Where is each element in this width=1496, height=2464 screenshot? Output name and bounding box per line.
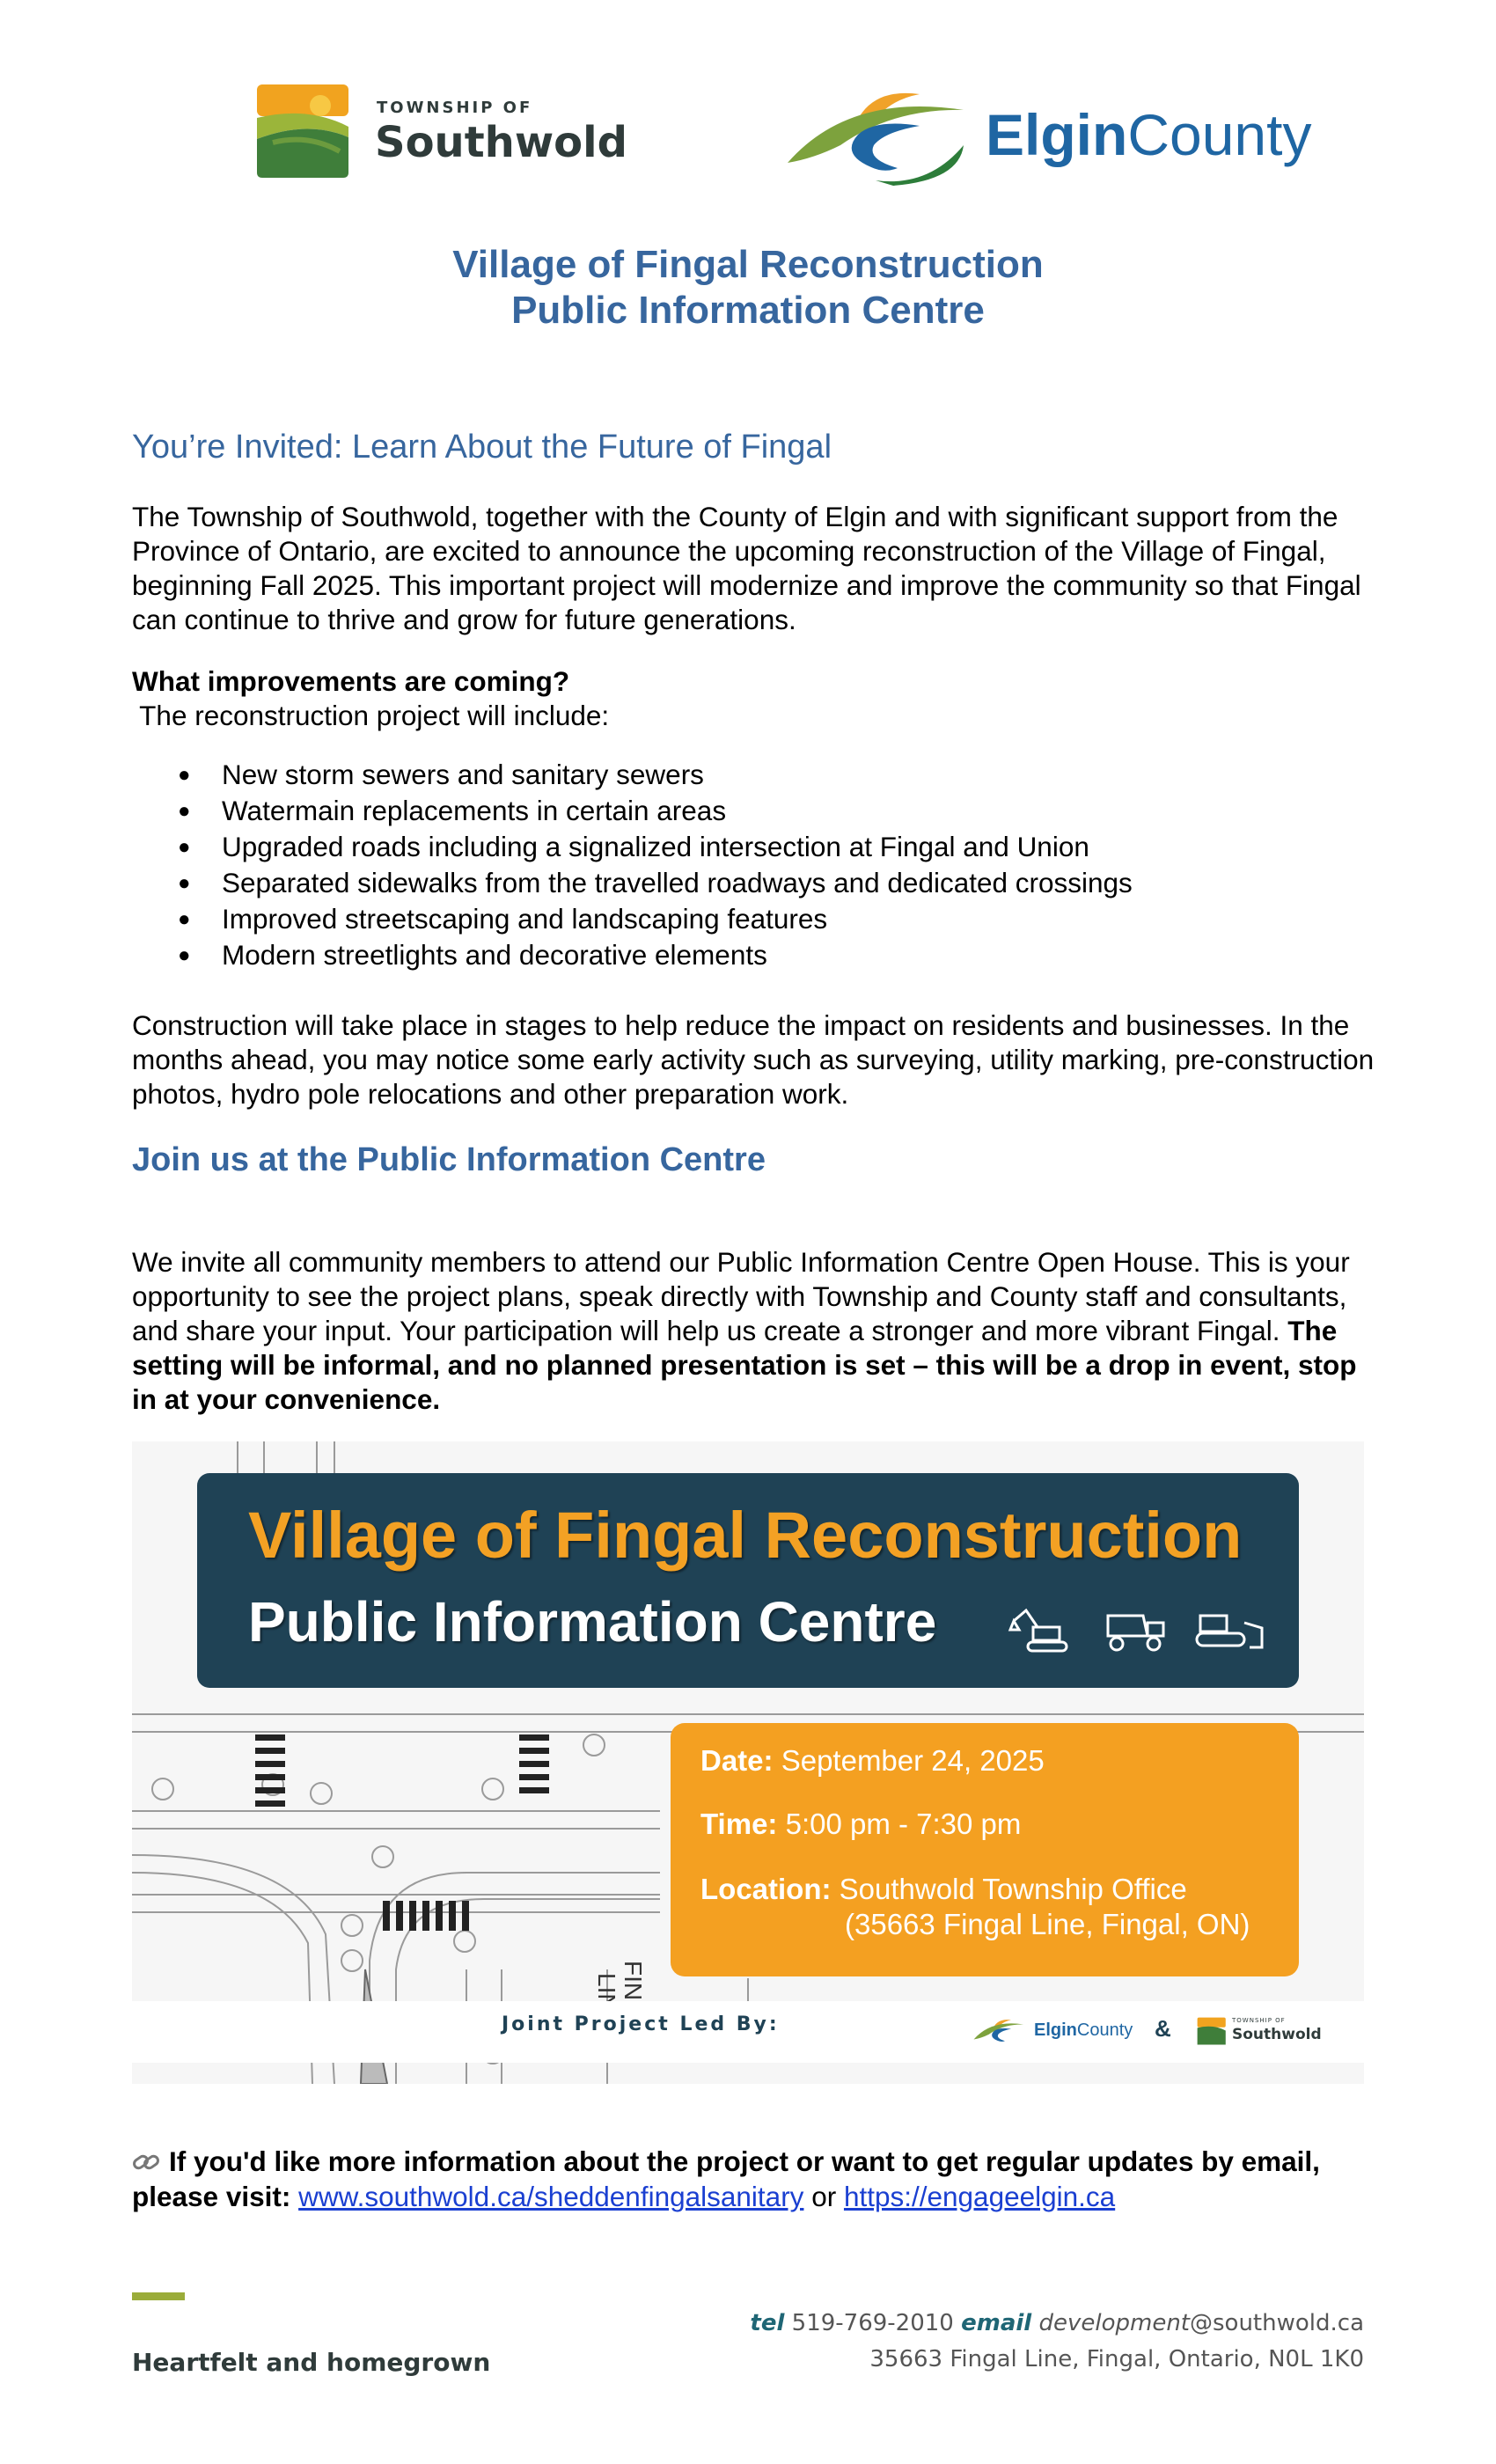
event-time-label: Time: [700, 1808, 778, 1840]
list-item [132, 901, 1364, 937]
footer-address: 35663 Fingal Line, Fingal, Ontario, N0L 1K0 [869, 2346, 1364, 2372]
footer-slogan: Heartfelt and homegrown [132, 2348, 491, 2377]
list-item [132, 757, 1364, 793]
list-item [132, 865, 1364, 901]
elgin-county-small-swoosh-icon [972, 2017, 1029, 2047]
banner-subtitle: Public Information Centre [248, 1590, 937, 1654]
list-item [132, 829, 1364, 865]
southwold-logo-name: Southwold [375, 118, 627, 167]
elgin-logo-part1: Elgin [986, 102, 1128, 167]
engage-elgin-link[interactable]: https://engageelgin.ca [843, 2181, 1116, 2212]
document-title-line2: Public Information Centre [511, 289, 985, 332]
joint-project-label: Joint Project Led By: [502, 2013, 780, 2035]
email-local: development [1031, 2310, 1190, 2336]
southwold-logo-mark-icon [255, 84, 352, 178]
link-icon [132, 2151, 160, 2174]
tel-value: 519-769-2010 [784, 2310, 962, 2336]
bullet-icon: ● [178, 835, 191, 859]
improvement-text: Upgraded roads including a signalized intersection at Fingal and Union [222, 831, 1089, 862]
invite-bold-text: The setting will be informal, and no planned presentation is set – this will be a drop in event, stop in at your convenience. [132, 1315, 1357, 1415]
improvement-text: Improved streetscaping and landscaping features [222, 903, 828, 935]
email-label: email [961, 2310, 1032, 2336]
bullet-icon: ● [178, 871, 191, 895]
more-info-paragraph [132, 2144, 1382, 2214]
southwold-small-mark-icon [1197, 2017, 1227, 2047]
banner-title-box [197, 1473, 1299, 1688]
event-location-value: Southwold Township Office [831, 1873, 1187, 1905]
dump-truck-icon [1099, 1605, 1170, 1658]
elgin-county-logo-text [986, 101, 1311, 168]
event-date-value: September 24, 2025 [773, 1744, 1045, 1777]
bullet-icon: ● [178, 799, 191, 823]
or-text: or [803, 2181, 844, 2212]
invited-heading: You’re Invited: Learn About the Future of Fingal [132, 429, 832, 466]
improvement-text: Separated sidewalks from the travelled roadways and dedicated crossings [222, 867, 1133, 898]
bullet-icon: ● [178, 943, 191, 967]
event-location-label: Location: [700, 1873, 832, 1905]
event-time-value: 5:00 pm - 7:30 pm [777, 1808, 1022, 1840]
banner-title: Village of Fingal Reconstruction [248, 1499, 1243, 1572]
elgin-county-swoosh-icon [788, 84, 977, 189]
list-item [132, 937, 1364, 973]
elgin-small-part1: Elgin [1034, 2020, 1077, 2040]
improvement-text: New storm sewers and sanitary sewers [222, 759, 704, 790]
elgin-small-part2: County [1076, 2020, 1133, 2040]
join-heading: Join us at the Public Information Centre [132, 1141, 766, 1178]
more-info-text: If you'd like more information about the project or want to get regular updates by email, please visit: [132, 2145, 1320, 2212]
invite-paragraph [132, 1245, 1382, 1417]
footer-contact [750, 2310, 1364, 2336]
event-date-label: Date: [700, 1744, 774, 1777]
ampersand: & [1155, 2015, 1171, 2042]
southwold-project-link[interactable]: www.southwold.ca/sheddenfingalsanitary [298, 2181, 804, 2212]
event-time [700, 1808, 1021, 1841]
email-domain: @southwold.ca [1190, 2310, 1364, 2336]
bullet-icon: ● [178, 763, 191, 787]
event-location [700, 1873, 1187, 1906]
document-title-line1: Village of Fingal Reconstruction [452, 243, 1044, 286]
event-details-box [671, 1723, 1299, 1976]
tel-label: tel [750, 2310, 785, 2336]
improvements-heading: What improvements are coming? [132, 665, 570, 697]
invite-text: We invite all community members to attend our Public Information Centre Open House. This is your opportunity to see the project plans, speak directly with Township and County staff and consultants, and share your input. Your participation will help us create a stronger and more vibrant Fingal. [132, 1246, 1350, 1346]
joint-project-row [132, 2001, 1364, 2063]
event-date [700, 1744, 1045, 1778]
excavator-icon [1007, 1605, 1077, 1658]
construction-paragraph: Construction will take place in stages to help reduce the impact on residents and businesses. In the months ahead, you may notice some early activity such as surveying, utility marking, pre-construction photos, hydro pole relocations and other preparation work. [132, 1009, 1375, 1110]
improvements-intro [132, 664, 1382, 733]
event-location-address: (35663 Fingal Line, Fingal, ON) [845, 1908, 1250, 1940]
list-item [132, 793, 1364, 829]
improvement-text: Watermain replacements in certain areas [222, 795, 727, 826]
document-title [0, 242, 1496, 334]
elgin-county-logo [788, 84, 1312, 189]
bullet-icon: ● [178, 907, 191, 931]
elgin-county-small-text [1034, 2020, 1133, 2041]
improvements-lead: The reconstruction project will include: [132, 700, 610, 731]
southwold-logo-small-text: TOWNSHIP OF [377, 99, 533, 117]
elgin-logo-part2: County [1127, 102, 1312, 167]
bulldozer-icon [1192, 1605, 1271, 1658]
intro-paragraph: The Township of Southwold, together with the County of Elgin and with significant support from the Province of Ontario, are excited to announce the upcoming reconstruction of the Village of Fingal, beginning Fall 2025. This important project will modernize and improve the community so that Fingal can continue to thrive and grow for future generations. [132, 501, 1361, 635]
improvements-list [132, 757, 1364, 973]
improvement-text: Modern streetlights and decorative elements [222, 939, 767, 971]
southwold-small-text: Southwold [1232, 2026, 1322, 2043]
southwold-small-top-text: TOWNSHIP OF [1232, 2017, 1286, 2024]
event-banner [132, 1441, 1364, 2084]
footer-accent-bar [132, 2292, 185, 2300]
southwold-logo [255, 81, 660, 180]
